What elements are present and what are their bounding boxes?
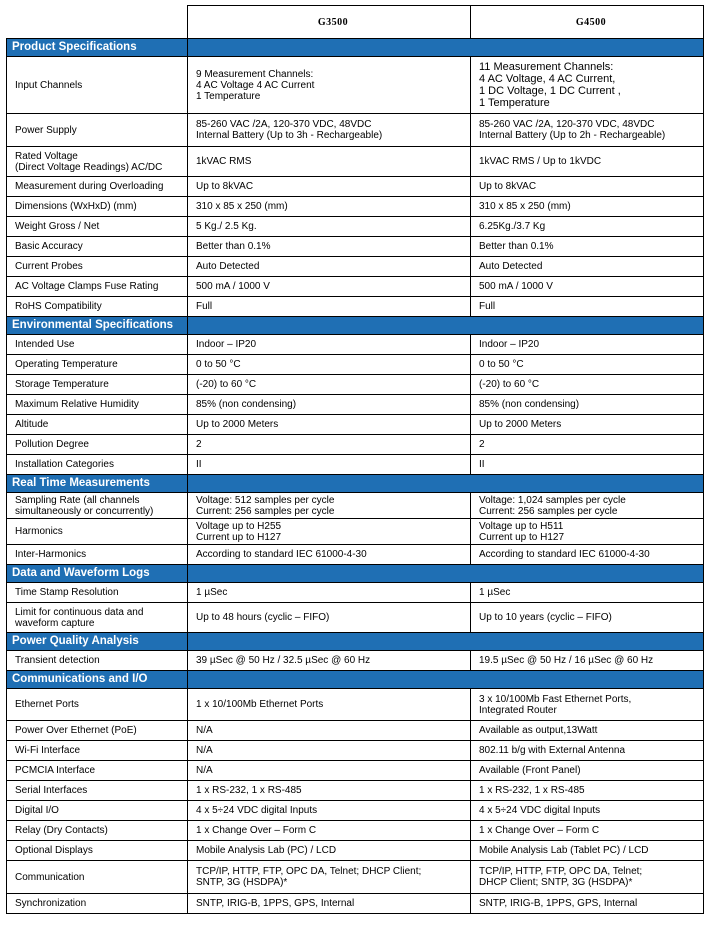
g4500-value-line: TCP/IP, HTTP, FTP, OPC DA, Telnet; [479,866,643,877]
spec-label-line: Input Channels [15,79,83,91]
g3500-value-line: According to standard IEC 61000-4-30 [196,549,367,560]
g4500-value-line: 0 to 50 °C [479,359,524,370]
g3500-value-line: Current up to H127 [196,531,282,543]
g4500-value [471,237,704,257]
g4500-value-line: Voltage up to H511 [479,520,564,532]
spec-label [7,355,188,375]
spec-label-line: Pollution Degree [15,439,89,450]
g4500-value-line: 6.25Kg./3.7 Kg [479,221,546,232]
g3500-value [188,257,471,277]
spec-label-line: Measurement during Overloading [15,181,164,192]
g4500-value [471,114,704,147]
spec-label-line: Operating Temperature [15,359,118,370]
g3500-value-line: Up to 2000 Meters [196,419,279,430]
g4500-value-line: 1kVAC RMS / Up to 1kVDC [479,156,602,167]
g4500-value [471,781,704,801]
g3500-value-line: SNTP, 3G (HSDPA)* [196,877,288,888]
spec-label [7,781,188,801]
spec-row [7,583,704,603]
g4500-value [471,297,704,317]
g3500-value-line: Current: 256 samples per cycle [196,505,335,517]
g4500-value-line: Better than 0.1% [479,241,554,252]
g3500-value-line: 1 x RS-232, 1 x RS-485 [196,785,302,796]
g3500-value [188,721,471,741]
spec-label [7,395,188,415]
section-header-environmental-specifications [7,317,704,335]
g4500-value-line: Internal Battery (Up to 2h - Rechargeable) [479,130,666,141]
spec-label-line: Ethernet Ports [15,699,79,710]
g4500-value [471,841,704,861]
spec-label-line: Sampling Rate (all channels [15,494,140,506]
model-header-row [7,6,704,39]
g3500-value-line: 0 to 50 °C [196,359,241,370]
g3500-value-line: Mobile Analysis Lab (PC) / LCD [196,845,337,856]
g3500-value-line: 1 x Change Over – Form C [196,825,317,836]
g4500-value-line: 85-260 VAC /2A, 120-370 VDC, 48VDC [479,119,655,130]
g3500-value-line: 500 mA / 1000 V [196,281,270,292]
g4500-value [471,741,704,761]
g4500-value [471,57,704,114]
section-bar [188,671,704,689]
g3500-value [188,297,471,317]
spec-label-line: Storage Temperature [15,379,109,390]
g3500-value-line: TCP/IP, HTTP, FTP, OPC DA, Telnet; DHCP Client; [196,866,422,877]
g4500-value [471,519,704,545]
spec-label-line: Rated Voltage [15,150,78,162]
spec-label [7,519,188,545]
g4500-value-line: Indoor – IP20 [479,339,540,350]
g3500-value [188,237,471,257]
spec-label [7,493,188,519]
g4500-value [471,217,704,237]
spec-label-line: Altitude [15,419,49,430]
spec-label-line: Inter-Harmonics [15,549,87,560]
spec-label [7,721,188,741]
g4500-value-line: DHCP Client; SNTP, 3G (HSDPA)* [479,877,633,888]
model-name-g3500: G3500 [188,6,471,39]
spec-row [7,335,704,355]
spec-label-line: Maximum Relative Humidity [15,399,139,410]
spec-row [7,821,704,841]
section-header-data-and-waveform-logs [7,565,704,583]
g3500-value-line: Better than 0.1% [196,241,271,252]
spec-label-line: AC Voltage Clamps Fuse Rating [15,281,159,292]
g4500-value [471,821,704,841]
spec-label-line: RoHS Compatibility [15,301,102,312]
g3500-value [188,435,471,455]
spec-label [7,841,188,861]
spec-row [7,237,704,257]
g4500-value-line: Auto Detected [479,261,543,272]
g4500-value-line: 1 µSec [479,587,511,598]
g3500-value-line: N/A [196,745,213,756]
g3500-value [188,455,471,475]
g4500-value-line: Available (Front Panel) [479,765,581,776]
spec-row [7,493,704,519]
g4500-value-line: Voltage: 1,024 samples per cycle [479,494,626,506]
g3500-value [188,781,471,801]
spec-label-line: Power Supply [15,124,77,136]
g4500-value-line: Up to 8kVAC [479,181,537,192]
g3500-value-line: Auto Detected [196,261,260,272]
g4500-value-line: 4 x 5÷24 VDC digital Inputs [479,805,601,816]
g3500-value [188,801,471,821]
g4500-value-line: Current up to H127 [479,531,565,543]
section-title: Environmental Specifications [7,317,188,335]
g4500-value-line: Full [479,301,496,312]
g4500-value [471,435,704,455]
g3500-value [188,395,471,415]
section-header-communications-and-i-o [7,671,704,689]
g3500-value [188,761,471,781]
spec-row [7,721,704,741]
g4500-value-line: According to standard IEC 61000-4-30 [479,549,650,560]
g3500-value-line: II [196,459,202,470]
g4500-value [471,721,704,741]
spec-row [7,375,704,395]
spec-label-line: (Direct Voltage Readings) AC/DC [15,161,163,173]
g3500-value-line: Internal Battery (Up to 3h - Rechargeable) [196,130,383,141]
g3500-value-line: 1 Temperature [196,90,261,102]
g4500-value-line: 3 x 10/100Mb Fast Ethernet Ports, [479,693,632,705]
g3500-value-line: Indoor – IP20 [196,339,257,350]
g4500-value-line: Mobile Analysis Lab (Tablet PC) / LCD [479,845,649,856]
g3500-value [188,277,471,297]
spec-label-line: PCMCIA Interface [15,765,96,776]
g4500-value-line: 4 AC Voltage, 4 AC Current, [479,73,616,85]
spec-row [7,801,704,821]
spec-label [7,545,188,565]
spec-label-line: Wi-Fi Interface [15,745,81,756]
g3500-value [188,841,471,861]
g3500-value-line: Voltage up to H255 [196,520,282,532]
g3500-value [188,894,471,914]
g3500-value [188,651,471,671]
spec-label-line: Basic Accuracy [15,241,83,252]
spec-label-line: Harmonics [15,526,63,537]
spec-row [7,689,704,721]
spec-row [7,894,704,914]
g4500-value [471,651,704,671]
spec-label [7,603,188,633]
g3500-value [188,197,471,217]
section-bar [188,565,704,583]
g4500-value [471,197,704,217]
g4500-value [471,277,704,297]
g3500-value-line: 85% (non condensing) [196,399,297,410]
g3500-value [188,861,471,894]
spec-row [7,761,704,781]
spec-row [7,297,704,317]
g3500-value [188,519,471,545]
g3500-value [188,375,471,395]
g4500-value-line: 802.11 b/g with External Antenna [479,745,626,756]
spec-label-line: Optional Displays [15,845,93,856]
spec-row [7,217,704,237]
section-title: Power Quality Analysis [7,633,188,651]
spec-label [7,237,188,257]
spec-label-line: Intended Use [15,339,75,350]
spec-label [7,651,188,671]
spec-label [7,177,188,197]
spec-label [7,894,188,914]
g3500-value-line: 4 AC Voltage 4 AC Current [196,79,315,91]
spec-label [7,761,188,781]
g4500-value [471,603,704,633]
spec-row [7,455,704,475]
g3500-value [188,583,471,603]
spec-row [7,651,704,671]
section-bar [188,39,704,57]
spec-label [7,257,188,277]
spec-label-line: Digital I/O [15,805,59,816]
g4500-value [471,455,704,475]
section-header-product-specifications [7,39,704,57]
g4500-value [471,177,704,197]
g3500-value-line: 2 [196,439,202,450]
spec-label-line: Dimensions (WxHxD) (mm) [15,201,137,212]
g4500-value-line: 11 Measurement Channels: [479,61,614,73]
g4500-value-line: Available as output,13Watt [479,725,598,736]
g4500-value-line: 19.5 µSec @ 50 Hz / 16 µSec @ 60 Hz [479,655,654,666]
spec-row [7,519,704,545]
g3500-value-line: N/A [196,725,213,736]
spec-label [7,114,188,147]
g3500-value [188,741,471,761]
g3500-value-line: 4 x 5÷24 VDC digital Inputs [196,805,318,816]
g3500-value-line: Up to 8kVAC [196,181,254,192]
g4500-value [471,147,704,177]
g4500-value [471,375,704,395]
spec-row [7,147,704,177]
g4500-value [471,801,704,821]
g3500-value-line: 5 Kg./ 2.5 Kg. [196,221,257,232]
g4500-value [471,335,704,355]
spec-row [7,603,704,633]
spec-row [7,57,704,114]
g3500-value-line: N/A [196,765,213,776]
spec-label-line: simultaneously or concurrently) [15,505,154,517]
spec-label-line: Serial Interfaces [15,785,88,796]
g3500-value-line: 1 x 10/100Mb Ethernet Ports [196,699,324,710]
spec-label [7,741,188,761]
spec-row [7,841,704,861]
model-name-g4500: G4500 [471,6,704,39]
g3500-value [188,355,471,375]
g4500-value-line: 500 mA / 1000 V [479,281,553,292]
g3500-value-line: SNTP, IRIG-B, 1PPS, GPS, Internal [196,898,355,909]
g4500-value-line: 1 DC Voltage, 1 DC Current , [479,85,621,97]
g4500-value-line: Current: 256 samples per cycle [479,505,618,517]
spec-row [7,741,704,761]
g3500-value [188,217,471,237]
spec-label [7,583,188,603]
section-bar [188,633,704,651]
spec-row [7,355,704,375]
g4500-value-line: (-20) to 60 °C [479,379,540,390]
spec-label-line: Synchronization [15,898,87,909]
spec-row [7,395,704,415]
g4500-value-line: SNTP, IRIG-B, 1PPS, GPS, Internal [479,898,638,909]
g4500-value-line: Up to 10 years (cyclic – FIFO) [479,612,612,623]
g4500-value-line: 1 x Change Over – Form C [479,825,600,836]
spec-table [6,5,704,914]
spec-label-line: Time Stamp Resolution [15,587,119,598]
g3500-value [188,114,471,147]
spec-row [7,277,704,297]
g3500-value-line: (-20) to 60 °C [196,379,257,390]
spec-label-line: Transient detection [15,655,100,666]
spec-label [7,689,188,721]
section-title: Communications and I/O [7,671,188,689]
spec-label [7,375,188,395]
spec-row [7,177,704,197]
spec-label [7,147,188,177]
g4500-value-line: II [479,459,485,470]
g3500-value [188,545,471,565]
spec-label [7,297,188,317]
spec-row [7,114,704,147]
g4500-value [471,415,704,435]
g4500-value-line: Integrated Router [479,704,557,716]
g4500-value [471,395,704,415]
g3500-value [188,57,471,114]
header-blank-cell [7,6,188,39]
g3500-value [188,335,471,355]
g3500-value-line: Up to 48 hours (cyclic – FIFO) [196,612,330,623]
g4500-value-line: 2 [479,439,485,450]
g4500-value-line: 310 x 85 x 250 (mm) [479,201,571,212]
spec-label [7,801,188,821]
spec-label [7,277,188,297]
spec-label-line: Relay (Dry Contacts) [15,825,108,836]
g4500-value [471,493,704,519]
spec-label [7,455,188,475]
spec-row [7,781,704,801]
g4500-value [471,583,704,603]
g3500-value-line: 1kVAC RMS [196,156,252,167]
g3500-value-line: 9 Measurement Channels: [196,68,314,80]
spec-label [7,57,188,114]
spec-row [7,415,704,435]
g3500-value [188,177,471,197]
spec-label [7,415,188,435]
spec-label [7,821,188,841]
spec-row [7,197,704,217]
g3500-value-line: 310 x 85 x 250 (mm) [196,201,288,212]
spec-row [7,257,704,277]
g4500-value [471,545,704,565]
g3500-value-line: Full [196,301,213,312]
spec-label [7,861,188,894]
g3500-value [188,689,471,721]
spec-label [7,435,188,455]
g4500-value-line: 85% (non condensing) [479,399,580,410]
section-header-real-time-measurements [7,475,704,493]
g4500-value [471,894,704,914]
g3500-value [188,603,471,633]
spec-label-line: Power Over Ethernet (PoE) [15,725,137,736]
g3500-value [188,493,471,519]
spec-label [7,197,188,217]
spec-row [7,861,704,894]
spec-label-line: Limit for continuous data and [15,606,144,618]
g4500-value [471,355,704,375]
g4500-value [471,257,704,277]
g4500-value [471,761,704,781]
spec-row [7,435,704,455]
g3500-value [188,821,471,841]
g3500-value [188,147,471,177]
g4500-value [471,689,704,721]
g3500-value [188,415,471,435]
section-bar [188,317,704,335]
spec-label-line: Weight Gross / Net [15,221,100,232]
spec-label-line: waveform capture [15,617,95,629]
spec-label-line: Installation Categories [15,459,114,470]
g3500-value-line: Voltage: 512 samples per cycle [196,494,335,506]
section-bar [188,475,704,493]
g3500-value-line: 1 µSec [196,587,228,598]
g4500-value [471,861,704,894]
spec-table-body [7,6,704,914]
spec-label-line: Communication [15,871,85,883]
g3500-value-line: 39 µSec @ 50 Hz / 32.5 µSec @ 60 Hz [196,655,371,666]
g4500-value-line: 1 Temperature [479,97,550,109]
spec-label-line: Current Probes [15,261,83,272]
spec-label [7,217,188,237]
g4500-value-line: 1 x RS-232, 1 x RS-485 [479,785,585,796]
section-header-power-quality-analysis [7,633,704,651]
spec-label [7,335,188,355]
section-title: Product Specifications [7,39,188,57]
g3500-value-line: 85-260 VAC /2A, 120-370 VDC, 48VDC [196,119,372,130]
spec-row [7,545,704,565]
section-title: Real Time Measurements [7,475,188,493]
section-title: Data and Waveform Logs [7,565,188,583]
g4500-value-line: Up to 2000 Meters [479,419,562,430]
